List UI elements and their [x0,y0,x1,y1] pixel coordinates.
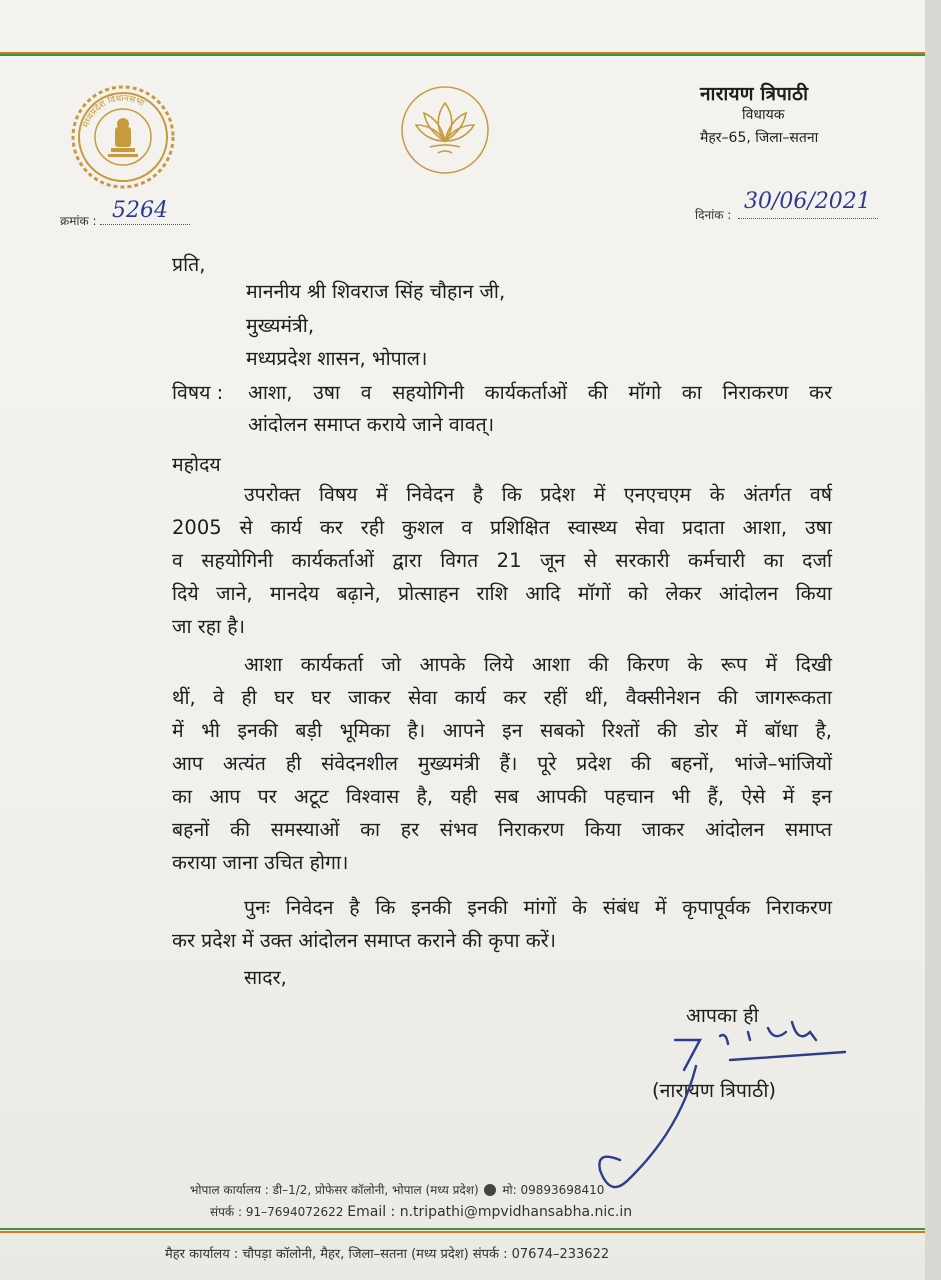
contact-line [210,1203,632,1220]
greeting: महोदय [172,453,221,476]
reference-number: 5264 [112,198,168,223]
bhopal-office-address [190,1181,604,1198]
date-dotted-line [738,218,878,219]
para1-line-1: उपरोक्त विषय में निवेदन है कि प्रदेश में एनएचएम के अंतर्गत वर्ष [244,483,832,506]
closing-yours: आपका ही [686,1004,759,1027]
para3-line-1: पुनः निवेदन है कि इनकी इनकी मांगों के संबंध में कृपापूर्वक निराकरण [244,896,832,919]
para1-line-2: 2005 से कार्य कर रही कुशल व प्रशिक्षित स्वास्थ्य सेवा प्रदाता आशा, उषा [172,516,832,539]
para2-line-6: बहनों की समस्याओं का हर संभव निराकरण किया जाकर आंदोलन समाप्त [172,818,832,841]
para1-line-3: व सहयोगिनी कार्यकर्ताओं द्वारा विगत 21 जून से सरकारी कर्मचारी का दर्जा [172,549,832,572]
header-rule [0,52,925,56]
para3-line-2: कर प्रदेश में उक्त आंदोलन समाप्त कराने की कृपा करें। [172,929,557,952]
para1-line-5: जा रहा है। [172,615,246,638]
subject-line-1: आशा, उषा व सहयोगिनी कार्यकर्ताओं की मॉगो का निराकरण कर [248,381,832,404]
para2-line-4: आप अत्यंत ही संवेदनशील मुख्यमंत्री हैं। पूरे प्रदेश की बहनों, भांजे–भांजियों [172,752,832,775]
signatory-name: (नारायण त्रिपाठी) [652,1079,777,1102]
signature-mark [580,1010,860,1200]
para2-line-1: आशा कार्यकर्ता जो आपके लिये आशा की किरण के रूप में दिखी [244,653,832,676]
to-salutation: प्रति, [172,253,206,276]
maihar-office-address: मैहर कार्यालय : चौपड़ा कॉलोनी, मैहर, जिला–सतना (मध्य प्रदेश) संपर्क : 07674–233622 [165,1247,610,1262]
para2-line-2: थीं, वे ही घर घर जाकर सेवा कार्य कर रहीं थीं, वैक्सीनेशन की जागरूकता [172,686,832,709]
para2-line-5: का आप पर अटूट विश्वास है, यही सब आपकी पहचान भी हैं, ऐसे में इन [172,785,832,808]
subject-label: विषय : [172,381,224,404]
whatsapp-icon [484,1184,496,1196]
date-label: दिनांक : [695,208,732,222]
seal-text: मध्यप्रदेश विधानसभा [81,93,146,130]
reference-label: क्रमांक : [60,214,97,228]
para2-line-7: कराया जाना उचित होगा। [172,851,349,874]
date-value: 30/06/2021 [744,189,871,214]
subject-line-2: आंदोलन समाप्त कराये जाने वावत्। [248,413,495,436]
vidhansabha-seal-logo [68,82,178,192]
mla-name: नारायण त्रिपाठी [700,83,809,105]
mla-title: विधायक [742,107,785,123]
regards: सादर, [244,966,287,989]
addressee-office: मध्यप्रदेश शासन, भोपाल। [246,347,428,370]
lotus-emblem-logo [400,85,490,175]
para1-line-4: दिये जाने, मानदेय बढ़ाने, प्रोत्साहन राशि आदि मॉगों को लेकर आंदोलन किया [172,582,832,605]
contact-email: Email : n.tripathi@mpvidhansabha.nic.in [347,1204,633,1220]
mla-constituency: मैहर–65, जिला–सतना [700,130,819,146]
reference-dotted-line [100,224,190,225]
bhopal-office-text: भोपाल कार्यालय : डी–1/2, प्रोफेसर कॉलोनी, भोपाल (मध्य प्रदेश) [190,1183,479,1197]
mobile-number: मो: 09893698410 [502,1183,605,1197]
contact-phone: संपर्क : 91–7694072622 [210,1205,344,1219]
para2-line-3: में भी इनकी बड़ी भूमिका है। आपने इन सबको रिश्तों की डोर में बॉधा है, [172,719,832,742]
addressee-name: माननीय श्री शिवराज सिंह चौहान जी, [246,280,506,303]
footer-rule [0,1228,925,1233]
addressee-designation: मुख्यमंत्री, [246,314,315,337]
